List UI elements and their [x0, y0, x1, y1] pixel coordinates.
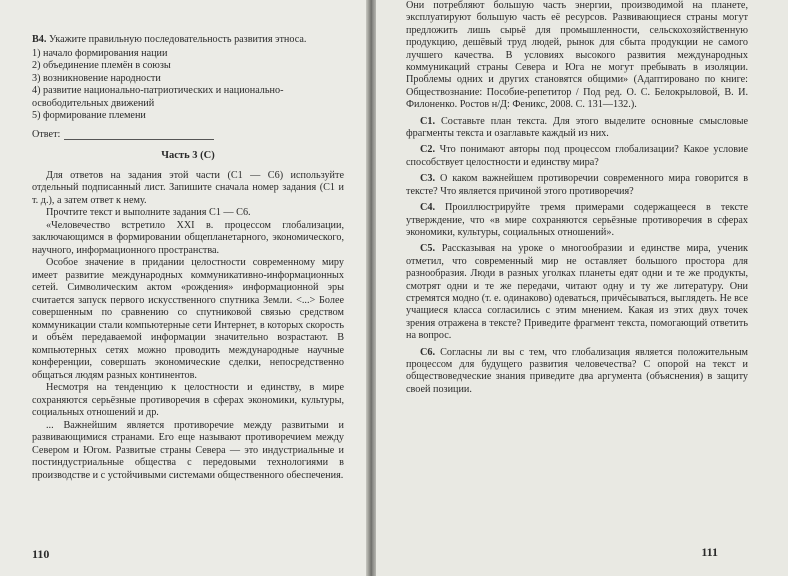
option-4: 4) развитие национально-патриотических и национально-освободительных движений [32, 85, 284, 109]
question-b4-label: В4. [32, 34, 47, 45]
option-5: 5) формирование племени [32, 110, 146, 121]
question-b4-text: Укажите правильную последовательность развития этноса. [48, 34, 307, 45]
question-c1-label: С1. [420, 115, 435, 127]
paragraph-text-4: ... Важнейшим является противоречие между развитыми и развивающимися странами. Его еще называют противоречием между Севером и Югом. Развитые страны Севера — это индустриальные и постиндустриальные общества с передовыми технологиями в производстве и с устойчивыми системами общественного обеспечения. [32, 419, 344, 481]
option-3: 3) возникновение народности [32, 72, 161, 84]
option-2: 2) объединение племён в союзы [32, 60, 171, 71]
question-c3 [406, 173, 748, 198]
question-c1-text: Составьте план текста. Для этого выделите основные смысловые фрагменты текста и озаглавьте каждый из них. [406, 115, 748, 140]
question-c4-text: Проиллюстрируйте тремя примерами содержащееся в тексте утверждение, что «в мире сохраняются серьёзные противоречия в сферах экономики, культуры, социальных отношений». [406, 202, 748, 238]
paragraph-text-2: Особое значение в придании целостности современному миру имеет развитие международных коммуникативно-информационных сетей. Символическим актом «рождения» информационной эры считается запуск первого искусственного спутника Земли. <...> Более совершенным по сравнению со спутниковой связью средством коммуникации стали компьютерные сети Интернет, в которых скорость и объём передаваемой информации значительно возрастают. В компьютерных сетях можно проводить международные научные конференции, совершать экономические сделки, непосредственно общаться людям разных континентов. [32, 257, 344, 381]
paragraph-continuation: Они потребляют большую часть энергии, производимой на планете, эксплуатируют большую часть её ресурсов. Развивающиеся страны могут предложить лишь сырьё для промышленности, сельскохозяйственную продукцию, дешёвый труд людей, рынок для сбыта продукции не самого лучшего качества. В условиях высокого развития международных коммуникаций страны Севера и Юга не могут пребывать в изоляции. Проблемы одних и других становятся общими» (Адаптировано по книге: Обществознание: Пособие-репетитор / Под ред. О. С. Белокрыловой, В. И. Филоненко. Ростов н/Д: Феникс, 2008. С. 131—132.). [406, 0, 748, 111]
question-c4-label: С4. [420, 202, 435, 214]
answer-line [64, 130, 214, 140]
question-c5-label: С5. [420, 243, 435, 255]
paragraph-instructions: Для ответов на задания этой части (С1 — С6) используйте отдельный подписанный лист. Запишите сначала номер задания (С1 и т. д.), а затем ответ к нему. [32, 169, 344, 206]
paragraph-text-3: Несмотря на тенденцию к целостности и единству, в мире сохраняются серьёзные противоречия в сферах экономики, культуры, социальных отношений и др. [32, 382, 344, 418]
question-c2-text: Что понимают авторы под процессом глобализации? Какое условие способствует целостности и единству мира? [406, 144, 749, 168]
left-page [0, 0, 372, 576]
question-c6-label: С6. [420, 346, 435, 358]
question-c6-text: Согласны ли вы с тем, что глобализация является положительным процессом для будущего развития человечества? С опорой на текст и обществоведческие знания приведите два аргумента (объяснения) в защиту своей позиции. [406, 346, 749, 395]
question-c4 [406, 202, 748, 239]
part-title: Часть 3 (С) [161, 149, 215, 161]
question-c3-text: О каком важнейшем противоречии современного мира говорится в тексте? Что является причиной этого противоречия? [406, 173, 749, 197]
answer-label: Ответ: [32, 128, 61, 140]
question-c3-label: С3. [420, 173, 435, 185]
question-c2 [406, 144, 748, 169]
question-c1 [406, 116, 748, 141]
question-c5 [406, 243, 748, 342]
paragraph-text-1: «Человечество встретило XXI в. процессом глобализации, заключающимся в формировании общепланетарного, экономического, научного, информационного пространства. [32, 219, 344, 256]
question-c2-label: С2. [420, 144, 435, 156]
right-page [376, 0, 788, 576]
question-c6 [406, 347, 748, 397]
answer-row [32, 129, 344, 140]
paragraph-read-text: Прочтите текст и выполните задания С1 — С6. [46, 207, 251, 218]
page-number-right: 111 [701, 545, 718, 559]
question-b4 [32, 34, 344, 47]
option-1: 1) начало формирования нации [32, 47, 168, 59]
page-number-left: 110 [32, 547, 50, 561]
question-c5-text: Рассказывая на уроке о многообразии и единстве мира, ученик отметил, что современный мир не оставляет большого простора для разнообразия. Люди в разных уголках планеты едят одни и те же продукты, смотрят одни и те же передачи, читают одну и ту же литературу. Они стремятся модно (т. е. одинаково) одеваться, причёсываться, выглядеть. Не все учащиеся класса согласились с этим мнением. Какая из этих двух точек зрения отражена в тексте? Приведите фрагмент текста, помогающий ответить на вопрос. [406, 243, 748, 342]
